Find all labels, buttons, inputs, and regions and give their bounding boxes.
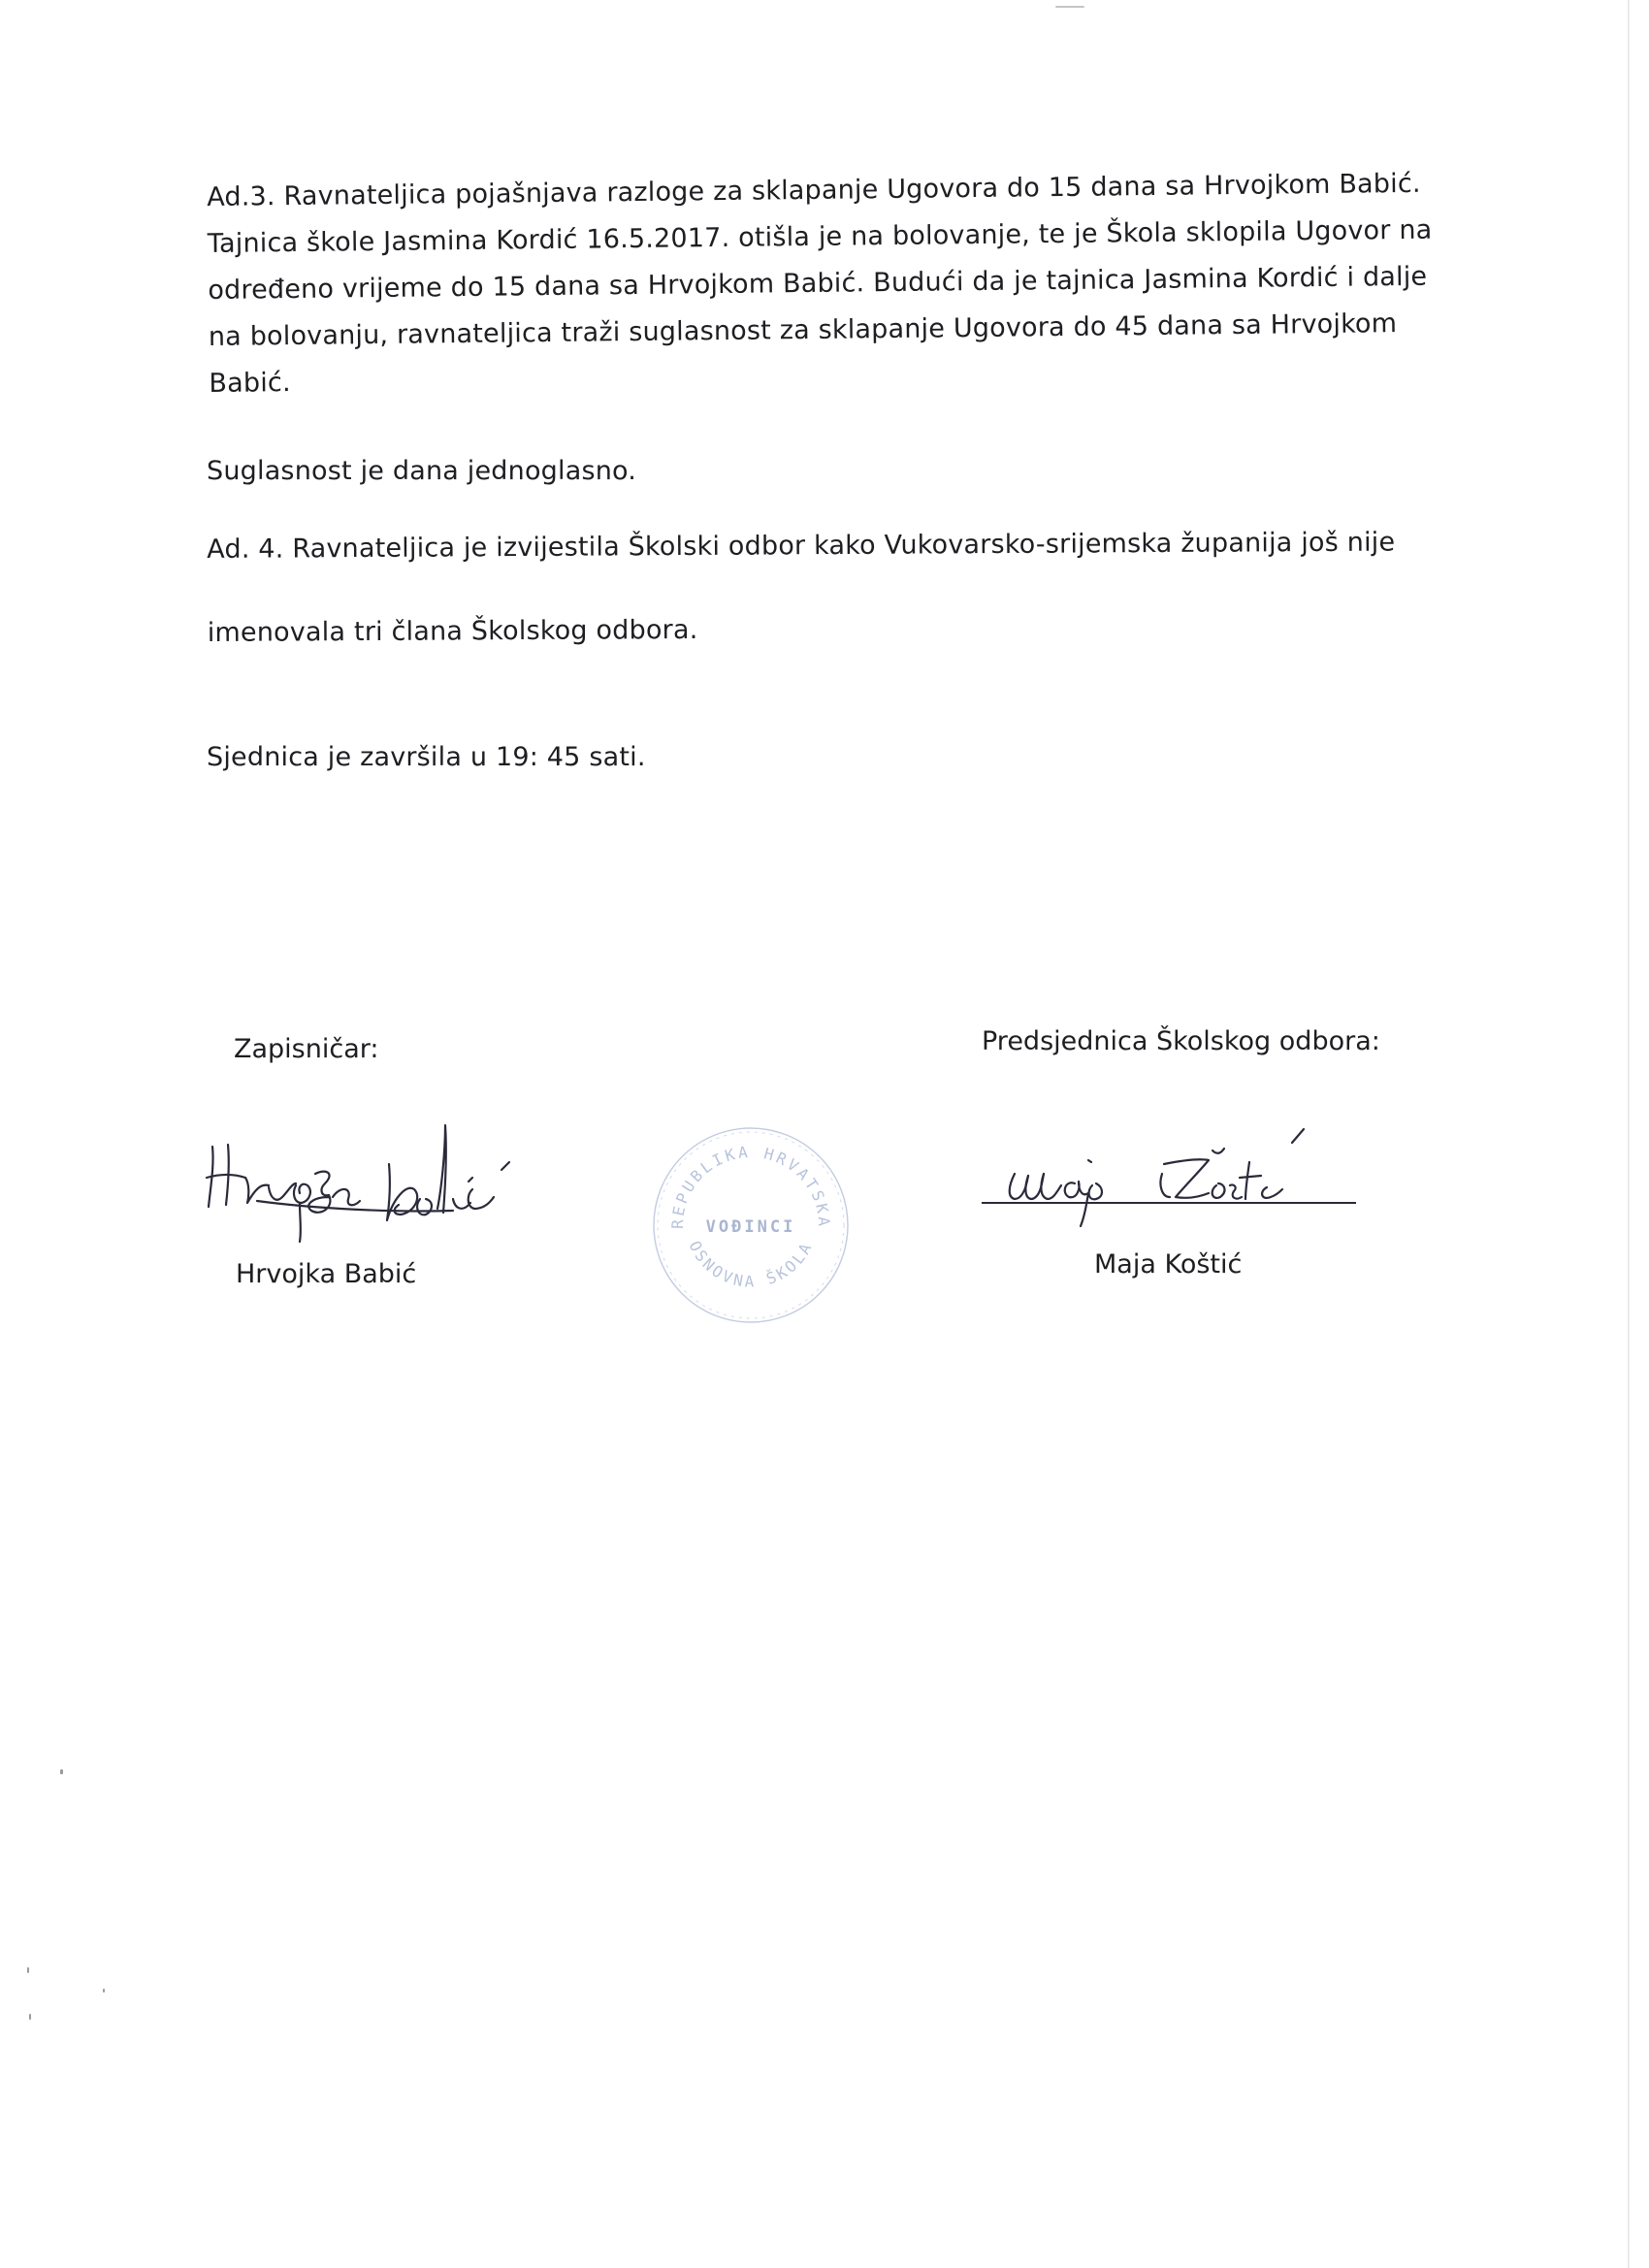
- stamp-bottom-text: OSNOVNA ŠKOLA: [685, 1238, 817, 1291]
- paragraph-ad3: Ad.3. Ravnateljica pojašnjava razloge za sklapanje Ugovora do 15 dana sa Hrvojkom Babić. Tajnica škole Jasmina Kordić 16.5.2017. otišla je na bolovanje, te je Škola sklopila Ugovor na određeno vrijeme do 15 dana sa Hrvojkom Babić. Budući da je tajnica Jasmina Kordić i dalje na bolovanju, ravnateljica traži suglasnost za sklapanje Ugovora do 45 dana sa Hrvojkom Babić.: [207, 168, 1433, 399]
- paragraph-closing: Sjednica je završila u 19: 45 sati.: [207, 742, 646, 772]
- stamp-center-text: VOĐINCI: [705, 1217, 796, 1237]
- paragraph-ad4: Ad. 4. Ravnateljica je izvijestila Školski odbor kako Vukovarsko-srijemska županija još nije imenovala tri člana Školskog odbora.: [207, 527, 1396, 648]
- signature-line: [982, 1202, 1356, 1204]
- chairwoman-signature: [980, 1116, 1348, 1232]
- school-stamp: [648, 1122, 854, 1328]
- scan-speck: [60, 1769, 63, 1774]
- recorder-label: Zapisničar:: [234, 1034, 379, 1064]
- chairwoman-label: Predsjednica Školskog odbora:: [982, 1026, 1380, 1056]
- scan-speck: [27, 1967, 29, 1973]
- scan-speck: [1055, 6, 1084, 8]
- chairwoman-name: Maja Koštić: [1094, 1249, 1243, 1280]
- recorder-name: Hrvojka Babić: [236, 1259, 417, 1289]
- scan-speck: [29, 2014, 31, 2020]
- page-edge: [1628, 0, 1630, 2268]
- scan-speck: [103, 1989, 105, 1993]
- paragraph-agreement: Suglasnost je dana jednoglasno.: [207, 456, 637, 486]
- recorder-signature: [199, 1106, 567, 1251]
- stamp-top-text: REPUBLIKA HRVATSKA: [667, 1142, 834, 1230]
